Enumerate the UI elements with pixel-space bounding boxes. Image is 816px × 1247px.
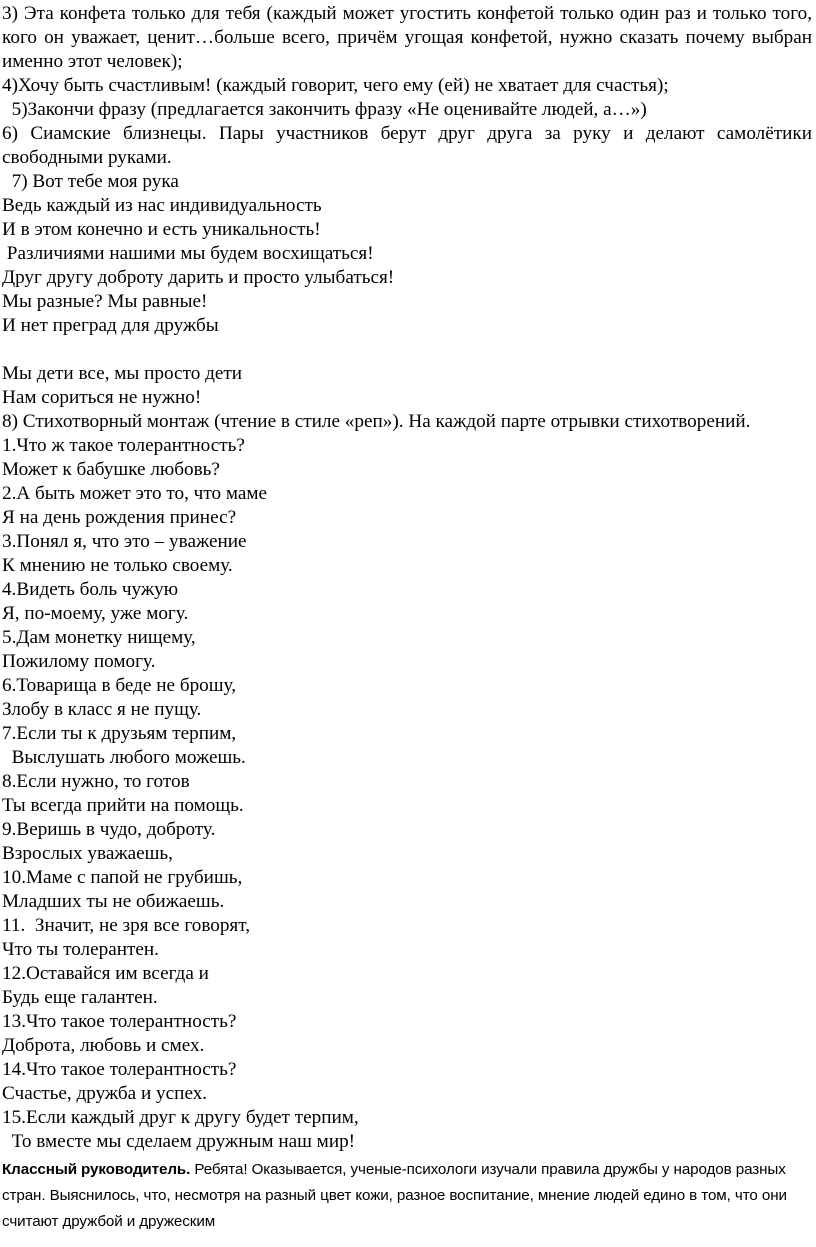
poem-line: Доброта, любовь и смех. — [2, 1035, 205, 1056]
poem-line: Различиями нашими мы будем восхищаться! — [2, 243, 374, 264]
poem-line: Ведь каждый из нас индивидуальность — [2, 195, 322, 216]
poem-line: Злобу в класс я не пущу. — [2, 699, 202, 720]
poem-line: И в этом конечно и есть уникальность! — [2, 219, 321, 240]
poem-line: 7) Вот тебе моя рука — [2, 171, 179, 192]
poem-line: То вместе мы сделаем дружным наш мир! — [2, 1131, 356, 1152]
poem-line: И нет преград для дружбы — [2, 315, 219, 336]
paragraph-siamese-twins: 6) Сиамские близнецы. Пары участников берут друг друга за руку и делают самолётики свободными руками. — [2, 123, 812, 168]
poem-line: 13.Что такое толерантность? — [2, 1011, 237, 1032]
poem-line: Друг другу доброту дарить и просто улыбаться! — [2, 267, 395, 288]
poem-line: 12.Оставайся им всегда и — [2, 963, 209, 984]
poem-line: 11. Значит, не зря все говорят, — [2, 915, 251, 936]
poem-line: Что ты толерантен. — [2, 939, 159, 960]
poem-line: Я на день рождения принес? — [2, 507, 237, 528]
blank-line — [2, 338, 812, 362]
poem-line: Выслушать любого можешь. — [2, 747, 246, 768]
poem-line: Я, по-моему, уже могу. — [2, 603, 189, 624]
poem-line: 10.Маме с папой не грубишь, — [2, 867, 243, 888]
document-body — [2, 2, 812, 1154]
poem-line: 3.Понял я, что это – уважение — [2, 531, 247, 552]
poem-line: 9.Веришь в чудо, доброту. — [2, 819, 216, 840]
teacher-text: Ребята! Оказывается, ученые-психологи изучали правила дружбы у народов разных стран. Выяснилось, что, несмотря на разный цвет кожи, разное воспитание, мнение людей едино в том, что они считают дружбой и дружеским — [2, 1161, 787, 1230]
paragraph-happy-game: 4)Хочу быть счастливым! (каждый говорит, чего ему (ей) не хватает для счастья); — [2, 75, 669, 96]
poem-line: 14.Что такое толерантность? — [2, 1059, 237, 1080]
poem-line: Будь еще галантен. — [2, 987, 158, 1008]
poem-line: 6.Товарища в беде не брошу, — [2, 675, 237, 696]
poem-line: Ты всегда прийти на помощь. — [2, 795, 244, 816]
poem-block-hand — [2, 170, 812, 338]
montage-heading: 8) Стихотворный монтаж (чтение в стиле «реп»). На каждой парте отрывки стихотворений. — [2, 411, 751, 432]
paragraph-candy-game: 3) Эта конфета только для тебя (каждый может угостить конфетой только один раз и только того, кого он уважает, ценит…больше всего, причём угощая конфетой, нужно сказать почему выбран именно этот человек); — [2, 3, 812, 72]
poem-line: 8.Если нужно, то готов — [2, 771, 190, 792]
poem-line: Пожилому помогу. — [2, 651, 156, 672]
poem-line: 2.А быть может это то, что маме — [2, 483, 268, 504]
poem-block-montage — [2, 362, 812, 1154]
teacher-paragraph — [2, 1157, 812, 1235]
poem-line: К мнению не только своему. — [2, 555, 233, 576]
poem-line: 4.Видеть боль чужую — [2, 579, 179, 600]
teacher-label: Классный руководитель. — [2, 1161, 191, 1178]
poem-line: Нам сориться не нужно! — [2, 387, 202, 408]
poem-line: Мы разные? Мы равные! — [2, 291, 208, 312]
poem-line: Младших ты не обижаешь. — [2, 891, 225, 912]
poem-line: 1.Что ж такое толерантность? — [2, 435, 245, 456]
poem-line: Мы дети все, мы просто дети — [2, 363, 243, 384]
poem-line: Может к бабушке любовь? — [2, 459, 220, 480]
poem-line: Взрослых уважаешь, — [2, 843, 173, 864]
poem-line: 15.Если каждый друг к другу будет терпим, — [2, 1107, 359, 1128]
poem-line: 7.Если ты к друзьям терпим, — [2, 723, 237, 744]
paragraph-finish-phrase: 5)Закончи фразу (предлагается закончить фразу «Не оценивайте людей, а…») — [2, 99, 647, 120]
poem-line: 5.Дам монетку нищему, — [2, 627, 196, 648]
poem-line: Счастье, дружба и успех. — [2, 1083, 208, 1104]
